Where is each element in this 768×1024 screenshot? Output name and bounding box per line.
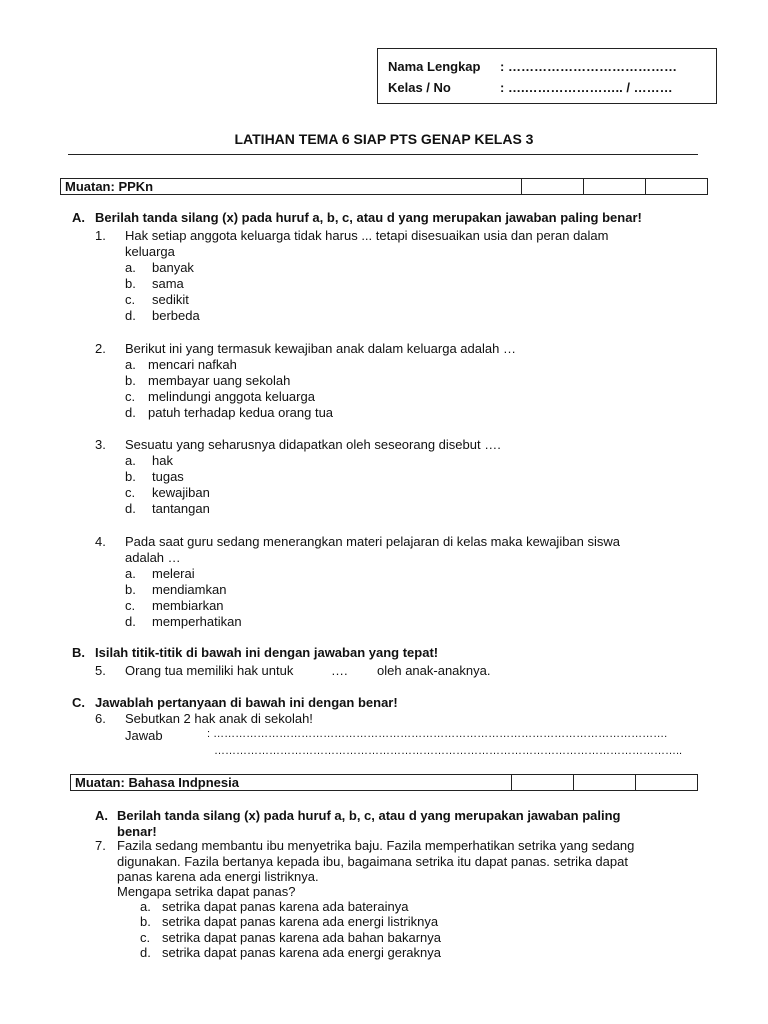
class-field[interactable]: : ….………………….. / ……… bbox=[500, 80, 673, 95]
score-cell bbox=[522, 179, 584, 195]
question-text: Sesuatu yang seharusnya didapatkan oleh seseorang disebut …. bbox=[125, 437, 501, 452]
question-text: Orang tua memiliki hak untuk bbox=[125, 663, 294, 678]
option-text[interactable]: tantangan bbox=[152, 501, 210, 516]
bindo-header-table bbox=[70, 774, 698, 791]
score-cell bbox=[636, 775, 698, 791]
option-letter: c. bbox=[125, 292, 136, 307]
option-text[interactable]: setrika dapat panas karena ada energi geraknya bbox=[162, 945, 441, 960]
option-text[interactable]: sedikit bbox=[152, 292, 189, 307]
question-text: Berikut ini yang termasuk kewajiban anak dalam keluarga adalah … bbox=[125, 341, 516, 356]
section-b-letter: B. bbox=[72, 645, 85, 660]
section-a-letter: A. bbox=[72, 210, 85, 225]
option-letter: c. bbox=[125, 389, 136, 404]
section-c-instruction: Jawablah pertanyaan di bawah ini dengan benar! bbox=[95, 695, 398, 710]
question-number: 1. bbox=[95, 228, 106, 243]
identity-box bbox=[377, 48, 717, 104]
question-text: Sebutkan 2 hak anak di sekolah! bbox=[125, 711, 313, 726]
question-number: 5. bbox=[95, 663, 106, 678]
ppkn-header-table bbox=[60, 178, 708, 195]
answer-line[interactable]: : ……………………………………………………………………………………………………………. bbox=[207, 728, 668, 740]
section-c-letter: C. bbox=[72, 695, 85, 710]
question-text: adalah … bbox=[125, 550, 181, 565]
question-number: 6. bbox=[95, 711, 106, 726]
option-letter: b. bbox=[125, 469, 136, 484]
question-text: oleh anak-anaknya. bbox=[377, 663, 491, 678]
option-letter: c. bbox=[140, 930, 151, 945]
answer-blank[interactable]: …. bbox=[331, 663, 348, 678]
option-text[interactable]: memperhatikan bbox=[152, 614, 242, 629]
option-letter: c. bbox=[125, 598, 136, 613]
answer-label: Jawab bbox=[125, 728, 163, 743]
option-text[interactable]: melindungi anggota keluarga bbox=[148, 389, 315, 404]
option-letter: b. bbox=[125, 276, 136, 291]
question-text: digunakan. Fazila bertanya kepada ibu, bagaimana setrika itu dapat panas. setrika dapat bbox=[117, 854, 628, 869]
option-letter: d. bbox=[125, 614, 136, 629]
option-letter: a. bbox=[125, 357, 136, 372]
option-text[interactable]: mencari nafkah bbox=[148, 357, 237, 372]
option-text[interactable]: hak bbox=[152, 453, 173, 468]
option-letter: b. bbox=[140, 914, 151, 929]
option-text[interactable]: berbeda bbox=[152, 308, 200, 323]
option-letter: a. bbox=[125, 566, 136, 581]
title-divider bbox=[68, 154, 698, 155]
score-cell bbox=[646, 179, 708, 195]
question-number: 3. bbox=[95, 437, 106, 452]
option-text[interactable]: tugas bbox=[152, 469, 184, 484]
option-text[interactable]: setrika dapat panas karena ada baterainya bbox=[162, 899, 409, 914]
option-text[interactable]: melerai bbox=[152, 566, 195, 581]
class-label: Kelas / No bbox=[388, 80, 451, 95]
score-cell bbox=[512, 775, 574, 791]
option-text[interactable]: patuh terhadap kedua orang tua bbox=[148, 405, 334, 420]
score-cell bbox=[574, 775, 636, 791]
option-text[interactable]: sama bbox=[152, 276, 184, 291]
question-number: 7. bbox=[95, 838, 106, 853]
section-b-instruction: Isilah titik-titik di bawah ini dengan jawaban yang tepat! bbox=[95, 645, 439, 660]
option-letter: c. bbox=[125, 485, 136, 500]
option-letter: d. bbox=[125, 405, 136, 420]
section-a-letter: A. bbox=[95, 808, 108, 823]
option-letter: a. bbox=[125, 453, 136, 468]
bindo-label: Muatan: Bahasa Indpnesia bbox=[71, 775, 512, 791]
option-text[interactable]: membiarkan bbox=[152, 598, 224, 613]
question-text: Mengapa setrika dapat panas? bbox=[117, 884, 296, 899]
option-text[interactable]: mendiamkan bbox=[152, 582, 227, 597]
name-label: Nama Lengkap bbox=[388, 59, 481, 74]
answer-line[interactable]: ……………………………………………………………………………………………………………….. bbox=[214, 745, 683, 757]
name-field[interactable]: : ………………………………… bbox=[500, 59, 677, 74]
option-text[interactable]: banyak bbox=[152, 260, 194, 275]
option-letter: a. bbox=[125, 260, 136, 275]
section-a-instruction: Berilah tanda silang (x) pada huruf a, b, c, atau d yang merupakan jawaban paling benar! bbox=[95, 210, 642, 225]
question-text: panas karena ada energi listriknya. bbox=[117, 869, 319, 884]
option-text[interactable]: kewajiban bbox=[152, 485, 210, 500]
question-text: Fazila sedang membantu ibu menyetrika baju. Fazila memperhatikan setrika yang sedang bbox=[117, 838, 635, 853]
option-letter: b. bbox=[125, 582, 136, 597]
option-letter: b. bbox=[125, 373, 136, 388]
option-text[interactable]: setrika dapat panas karena ada bahan bakarnya bbox=[162, 930, 441, 945]
question-text: keluarga bbox=[125, 244, 175, 259]
option-text[interactable]: membayar uang sekolah bbox=[148, 373, 291, 388]
option-letter: a. bbox=[140, 899, 151, 914]
option-letter: d. bbox=[125, 501, 136, 516]
question-number: 4. bbox=[95, 534, 106, 549]
score-cell bbox=[584, 179, 646, 195]
question-text: Pada saat guru sedang menerangkan materi pelajaran di kelas maka kewajiban siswa bbox=[125, 534, 621, 549]
ppkn-label: Muatan: PPKn bbox=[61, 179, 522, 195]
section-a-instruction: Berilah tanda silang (x) pada huruf a, b, c, atau d yang merupakan jawaban paling bbox=[117, 808, 621, 823]
question-number: 2. bbox=[95, 341, 106, 356]
section-a-instruction: benar! bbox=[117, 824, 157, 839]
option-letter: d. bbox=[125, 308, 136, 323]
question-text: Hak setiap anggota keluarga tidak harus ... tetapi disesuaikan usia dan peran dalam bbox=[125, 228, 609, 243]
page-title: LATIHAN TEMA 6 SIAP PTS GENAP KELAS 3 bbox=[234, 131, 534, 147]
option-letter: d. bbox=[140, 945, 151, 960]
option-text[interactable]: setrika dapat panas karena ada energi listriknya bbox=[162, 914, 439, 929]
